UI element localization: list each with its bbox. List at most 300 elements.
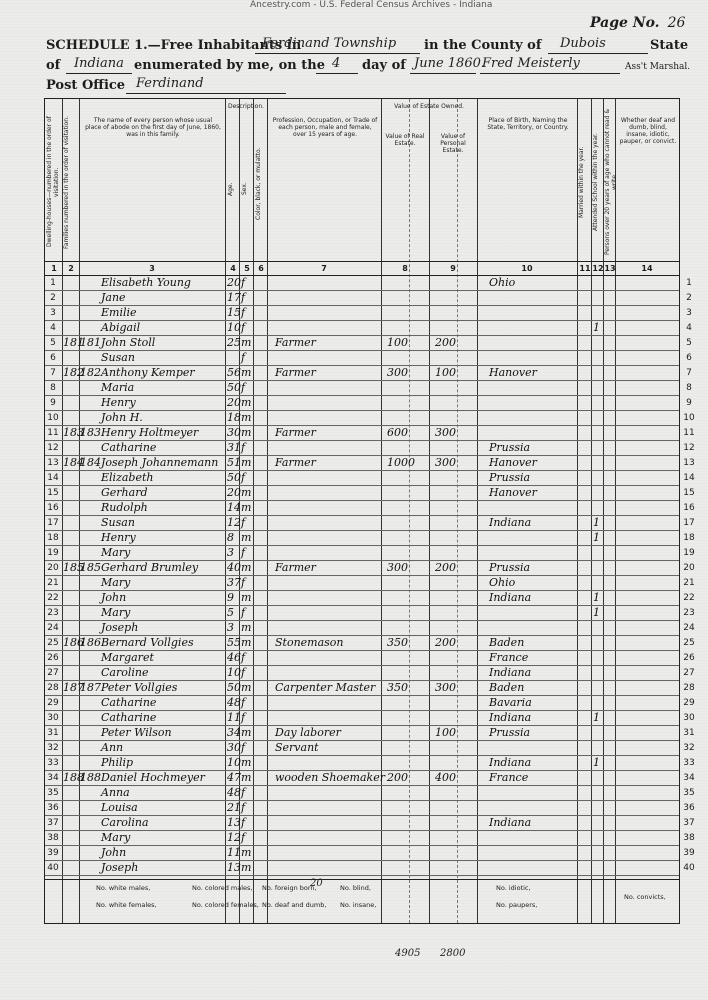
- real-estate-value: 1000: [387, 456, 415, 469]
- person-name: Joseph: [101, 621, 139, 634]
- line-number-right: 9: [686, 398, 692, 408]
- birthplace: Hanover: [489, 456, 537, 469]
- age: 40: [227, 561, 241, 574]
- person-name: Rudolph: [101, 501, 148, 514]
- sex: f: [241, 576, 246, 589]
- person-name: Peter Vollgies: [101, 681, 178, 694]
- birthplace: Hanover: [489, 366, 537, 379]
- footer-foreign-born: No. foreign born,: [262, 884, 317, 892]
- age: 46: [227, 651, 241, 664]
- col-number: 11: [579, 264, 591, 273]
- footer-paupers: No. paupers,: [496, 901, 538, 909]
- col-header-birthplace: Place of Birth, Naming the State, Territory, or Country.: [487, 117, 569, 131]
- sex: m: [241, 636, 252, 649]
- line-number: 4: [50, 323, 56, 333]
- line-number: 15: [47, 488, 59, 498]
- age: 50: [227, 471, 241, 484]
- line-number-right: 17: [683, 518, 695, 528]
- line-number: 24: [47, 623, 59, 633]
- line-number: 28: [47, 683, 59, 693]
- footer-white-females: No. white females,: [96, 901, 157, 909]
- line-number-right: 15: [683, 488, 695, 498]
- line-number-right: 14: [683, 473, 695, 483]
- line-number: 20: [47, 563, 59, 573]
- line-number-right: 38: [683, 833, 695, 843]
- person-name: Ann: [101, 741, 124, 754]
- line-number-right: 39: [683, 848, 695, 858]
- person-name: John: [101, 846, 127, 859]
- sex: m: [241, 426, 252, 439]
- personal-estate-value: 200: [435, 561, 456, 574]
- state: Indiana: [74, 56, 124, 71]
- line-number: 17: [47, 518, 59, 528]
- line-number: 21: [47, 578, 59, 588]
- sex: m: [241, 561, 252, 574]
- dwelling-number: 187: [63, 681, 84, 694]
- line-number-right: 7: [686, 368, 692, 378]
- sex: m: [241, 771, 252, 784]
- col-number: 5: [244, 264, 250, 273]
- sex: f: [241, 606, 246, 619]
- age: 14: [227, 501, 241, 514]
- line-number-right: 26: [683, 653, 695, 663]
- family-number: 184: [80, 456, 101, 469]
- birthplace: France: [489, 651, 529, 664]
- real-estate-value: 350: [387, 636, 408, 649]
- birthplace: Baden: [489, 636, 525, 649]
- line-number: 33: [47, 758, 59, 768]
- sex: m: [241, 756, 252, 769]
- birthplace: Bavaria: [489, 696, 532, 709]
- sex: f: [241, 516, 246, 529]
- person-name: Jane: [101, 291, 126, 304]
- line-number-right: 24: [683, 623, 695, 633]
- line-number-right: 37: [683, 818, 695, 828]
- marshal-name: Fred Meisterly: [482, 56, 580, 71]
- attended-school: 1: [593, 756, 600, 769]
- age: 37: [227, 576, 241, 589]
- sex: f: [241, 696, 246, 709]
- age: 30: [227, 426, 241, 439]
- marshal-label: Ass't Marshal.: [625, 62, 691, 72]
- real-estate-value: 300: [387, 561, 408, 574]
- line-number-right: 40: [683, 863, 695, 873]
- line-number-right: 20: [683, 563, 695, 573]
- line-number: 36: [47, 803, 59, 813]
- person-name: Daniel Hochmeyer: [101, 771, 205, 784]
- state-label: State: [650, 38, 689, 53]
- col-header-married: Married within the year.: [578, 146, 585, 218]
- line-number-right: 35: [683, 788, 695, 798]
- dwelling-number: 183: [63, 426, 84, 439]
- schedule-title: SCHEDULE 1.—Free Inhabitants in: [46, 38, 302, 53]
- age: 25: [227, 336, 241, 349]
- age: 50: [227, 381, 241, 394]
- sex: f: [241, 381, 246, 394]
- sex: m: [241, 726, 252, 739]
- age: 50: [227, 681, 241, 694]
- line-number: 18: [47, 533, 59, 543]
- sex: f: [241, 666, 246, 679]
- family-number: 183: [80, 426, 101, 439]
- occupation: Carpenter Master: [275, 681, 376, 694]
- age: 13: [227, 816, 241, 829]
- line-number: 31: [47, 728, 59, 738]
- age: 3: [227, 546, 234, 559]
- sex: m: [241, 486, 252, 499]
- occupation: Farmer: [275, 426, 316, 439]
- line-number: 13: [47, 458, 59, 468]
- person-name: Mary: [101, 606, 131, 619]
- col-number: 6: [258, 264, 264, 273]
- sex: f: [241, 321, 246, 334]
- occupation: Day laborer: [275, 726, 341, 739]
- line-number: 16: [47, 503, 59, 513]
- line-number-right: 11: [683, 428, 695, 438]
- col-number: 9: [450, 264, 456, 273]
- col-header-occupation: Profession, Occupation, or Trade of each person, male and female, over 15 years of age.: [272, 117, 378, 138]
- person-name: Catharine: [101, 441, 157, 454]
- sex: f: [241, 741, 246, 754]
- person-name: Bernard Vollgies: [101, 636, 194, 649]
- line-number: 8: [50, 383, 56, 393]
- line-number: 10: [47, 413, 59, 423]
- enumerated-label: enumerated by me, on the: [134, 58, 325, 73]
- footer-total-personal-estate: 2800: [440, 948, 466, 959]
- line-number-right: 8: [686, 383, 692, 393]
- personal-estate-value: 100: [435, 726, 456, 739]
- family-number: 187: [80, 681, 101, 694]
- line-number: 34: [47, 773, 59, 783]
- person-name: Susan: [101, 516, 135, 529]
- page-number-label: [590, 15, 685, 31]
- age: 12: [227, 831, 241, 844]
- person-name: Gerhard Brumley: [101, 561, 199, 574]
- birthplace: Ohio: [489, 276, 516, 289]
- age: 5: [227, 606, 234, 619]
- sex: f: [241, 306, 246, 319]
- family-number: 181: [80, 336, 101, 349]
- person-name: Gerhard: [101, 486, 148, 499]
- age: 20: [227, 486, 241, 499]
- col-header-family: Families numbered in the order of visitation.: [63, 115, 70, 249]
- occupation: Farmer: [275, 336, 316, 349]
- line-number-right: 12: [683, 443, 695, 453]
- age: 34: [227, 726, 241, 739]
- occupation: Servant: [275, 741, 319, 754]
- sex: m: [241, 366, 252, 379]
- line-number-right: 4: [686, 323, 692, 333]
- sex: m: [241, 681, 252, 694]
- age: 21: [227, 801, 241, 814]
- line-number: 14: [47, 473, 59, 483]
- occupation: Farmer: [275, 561, 316, 574]
- person-name: Mary: [101, 831, 131, 844]
- attended-school: 1: [593, 591, 600, 604]
- age: 31: [227, 441, 241, 454]
- sex: m: [241, 531, 252, 544]
- birthplace: Indiana: [489, 591, 532, 604]
- person-name: Mary: [101, 576, 131, 589]
- person-name: John: [101, 591, 127, 604]
- line-number-right: 18: [683, 533, 695, 543]
- age: 47: [227, 771, 241, 784]
- line-number-right: 30: [683, 713, 695, 723]
- line-number-right: 29: [683, 698, 695, 708]
- col-number: 1: [51, 264, 57, 273]
- footer-colored-males: No. colored males,: [192, 884, 253, 892]
- dwelling-number: 185: [63, 561, 84, 574]
- line-number: 9: [50, 398, 56, 408]
- person-name: Elisabeth Young: [101, 276, 191, 289]
- line-number-right: 19: [683, 548, 695, 558]
- age: 17: [227, 291, 241, 304]
- footer-idiotic: No. idiotic,: [496, 884, 531, 892]
- line-number-right: 22: [683, 593, 695, 603]
- col-header-name: The name of every person whose usual place of abode on the first day of June, 1860, was in this family.: [85, 117, 221, 138]
- col-header-illiterate: Persons over 20 years of age who cannot read & write.: [604, 108, 618, 256]
- line-number-right: 31: [683, 728, 695, 738]
- line-number: 39: [47, 848, 59, 858]
- age: 10: [227, 321, 241, 334]
- line-number: 40: [47, 863, 59, 873]
- col-header-age: Age.: [227, 182, 234, 196]
- personal-estate-value: 200: [435, 336, 456, 349]
- attended-school: 1: [593, 711, 600, 724]
- person-name: Louisa: [101, 801, 138, 814]
- person-name: Henry: [101, 396, 136, 409]
- line-number: 1: [50, 278, 56, 288]
- birthplace: Indiana: [489, 816, 532, 829]
- sex: f: [241, 546, 246, 559]
- line-number-right: 28: [683, 683, 695, 693]
- attended-school: 1: [593, 516, 600, 529]
- family-number: 185: [80, 561, 101, 574]
- sex: f: [241, 291, 246, 304]
- footer-deaf-dumb: No. deaf and dumb,: [262, 901, 327, 909]
- county-label: in the County of: [424, 38, 542, 53]
- attended-school: 1: [593, 531, 600, 544]
- footer-foreign-born-value: 20: [310, 878, 323, 889]
- footer-white-males: No. white males,: [96, 884, 151, 892]
- line-number: 6: [50, 353, 56, 363]
- footer-colored-females: No. colored females,: [192, 901, 259, 909]
- line-number-right: 2: [686, 293, 692, 303]
- line-number-right: 16: [683, 503, 695, 513]
- dwelling-number: 188: [63, 771, 84, 784]
- age: 13: [227, 861, 241, 874]
- col-header-infirmities: Whether deaf and dumb, blind, insane, idiotic, pauper, or convict.: [619, 117, 677, 145]
- line-number: 23: [47, 608, 59, 618]
- sex: f: [241, 801, 246, 814]
- real-estate-value: 600: [387, 426, 408, 439]
- person-name: Margaret: [101, 651, 154, 664]
- person-name: Joseph: [101, 861, 139, 874]
- person-name: Catharine: [101, 711, 157, 724]
- sex: m: [241, 591, 252, 604]
- post-office: Ferdinand: [136, 76, 204, 91]
- birthplace: Ohio: [489, 576, 516, 589]
- line-number-right: 6: [686, 353, 692, 363]
- col-number: 3: [149, 264, 155, 273]
- occupation: Farmer: [275, 456, 316, 469]
- row-divider: [45, 875, 679, 876]
- age: 8: [227, 531, 234, 544]
- line-number: 2: [50, 293, 56, 303]
- line-number-right: 32: [683, 743, 695, 753]
- personal-estate-value: 300: [435, 426, 456, 439]
- birthplace: Prussia: [489, 441, 531, 454]
- sex: m: [241, 501, 252, 514]
- birthplace: Indiana: [489, 516, 532, 529]
- person-name: Carolina: [101, 816, 149, 829]
- col-header-personal-estate: Value of Personal Estate.: [440, 133, 466, 154]
- person-name: Emilie: [101, 306, 137, 319]
- sex: m: [241, 861, 252, 874]
- age: 48: [227, 786, 241, 799]
- col-number: 4: [230, 264, 236, 273]
- line-number: 22: [47, 593, 59, 603]
- age: 11: [227, 846, 241, 859]
- age: 3: [227, 621, 234, 634]
- age: 18: [227, 411, 241, 424]
- line-number: 26: [47, 653, 59, 663]
- person-name: Anthony Kemper: [101, 366, 195, 379]
- col-number: 13: [604, 264, 616, 273]
- real-estate-value: 350: [387, 681, 408, 694]
- birthplace: Prussia: [489, 471, 531, 484]
- birthplace: Indiana: [489, 756, 532, 769]
- dwelling-number: 184: [63, 456, 84, 469]
- footer-convicts: No. convicts,: [624, 893, 666, 901]
- occupation: Stonemason: [275, 636, 344, 649]
- birthplace: France: [489, 771, 529, 784]
- sex: m: [241, 396, 252, 409]
- attended-school: 1: [593, 321, 600, 334]
- col-number: 12: [592, 264, 604, 273]
- of-label: of: [46, 58, 61, 73]
- personal-estate-value: 400: [435, 771, 456, 784]
- sex: m: [241, 456, 252, 469]
- sex: f: [241, 276, 246, 289]
- sex: f: [241, 441, 246, 454]
- line-number-right: 5: [686, 338, 692, 348]
- line-number-right: 36: [683, 803, 695, 813]
- sex: f: [241, 816, 246, 829]
- personal-estate-value: 300: [435, 681, 456, 694]
- personal-estate-value: 300: [435, 456, 456, 469]
- age: 48: [227, 696, 241, 709]
- county: Dubois: [560, 36, 606, 51]
- sex: m: [241, 336, 252, 349]
- birthplace: Baden: [489, 681, 525, 694]
- footer-insane: No. insane,: [340, 901, 377, 909]
- line-number-right: 34: [683, 773, 695, 783]
- line-number: 30: [47, 713, 59, 723]
- birthplace: Indiana: [489, 666, 532, 679]
- age: 10: [227, 756, 241, 769]
- person-name: Susan: [101, 351, 135, 364]
- month-year: June 1860.: [414, 56, 485, 71]
- birthplace: Prussia: [489, 561, 531, 574]
- real-estate-value: 300: [387, 366, 408, 379]
- footer-total-real-estate: 4905: [395, 948, 421, 959]
- person-name: Elizabeth: [101, 471, 154, 484]
- age: 10: [227, 666, 241, 679]
- sex: f: [241, 471, 246, 484]
- sex: f: [241, 651, 246, 664]
- person-name: Joseph Johannemann: [101, 456, 219, 469]
- line-number: 12: [47, 443, 59, 453]
- person-name: Philip: [101, 756, 134, 769]
- col-number: 2: [68, 264, 74, 273]
- day-of-label: day of: [362, 58, 406, 73]
- line-number-right: 13: [683, 458, 695, 468]
- personal-estate-value: 100: [435, 366, 456, 379]
- real-estate-value: 200: [387, 771, 408, 784]
- line-number: 35: [47, 788, 59, 798]
- sex: f: [241, 711, 246, 724]
- person-name: Catharine: [101, 696, 157, 709]
- col-header-school: Attended School within the year.: [592, 133, 599, 231]
- age: 9: [227, 591, 234, 604]
- line-number: 5: [50, 338, 56, 348]
- dwelling-number: 182: [63, 366, 84, 379]
- sex: f: [241, 786, 246, 799]
- age: 51: [227, 456, 241, 469]
- family-number: 188: [80, 771, 101, 784]
- col-header-sex: Sex.: [241, 182, 248, 196]
- line-number: 29: [47, 698, 59, 708]
- age: 30: [227, 741, 241, 754]
- line-number-right: 25: [683, 638, 695, 648]
- line-number-right: 23: [683, 608, 695, 618]
- township: Ferdinand Township: [262, 36, 397, 51]
- age: 11: [227, 711, 241, 724]
- sex: m: [241, 621, 252, 634]
- occupation: wooden Shoemaker: [275, 771, 385, 784]
- footer-blind: No. blind,: [340, 884, 371, 892]
- age: 20: [227, 396, 241, 409]
- col-number: 8: [402, 264, 408, 273]
- line-number-right: 10: [683, 413, 695, 423]
- sex: m: [241, 846, 252, 859]
- birthplace: Prussia: [489, 726, 531, 739]
- sex: f: [241, 351, 246, 364]
- person-name: Caroline: [101, 666, 149, 679]
- real-estate-value: 100: [387, 336, 408, 349]
- line-number: 32: [47, 743, 59, 753]
- personal-estate-value: 200: [435, 636, 456, 649]
- col-number: 10: [521, 264, 533, 273]
- line-number-right: 33: [683, 758, 695, 768]
- age: 20: [227, 276, 241, 289]
- dwelling-number: 186: [63, 636, 84, 649]
- col-header-description: Description.: [227, 103, 265, 110]
- person-name: Anna: [101, 786, 130, 799]
- page-number: 26: [667, 15, 686, 31]
- line-number: 27: [47, 668, 59, 678]
- line-number: 37: [47, 818, 59, 828]
- age: 12: [227, 516, 241, 529]
- person-name: Abigail: [101, 321, 141, 334]
- birthplace: Hanover: [489, 486, 537, 499]
- line-number-right: 27: [683, 668, 695, 678]
- col-number: 7: [321, 264, 327, 273]
- sex: f: [241, 831, 246, 844]
- person-name: Peter Wilson: [101, 726, 172, 739]
- person-name: John Stoll: [101, 336, 156, 349]
